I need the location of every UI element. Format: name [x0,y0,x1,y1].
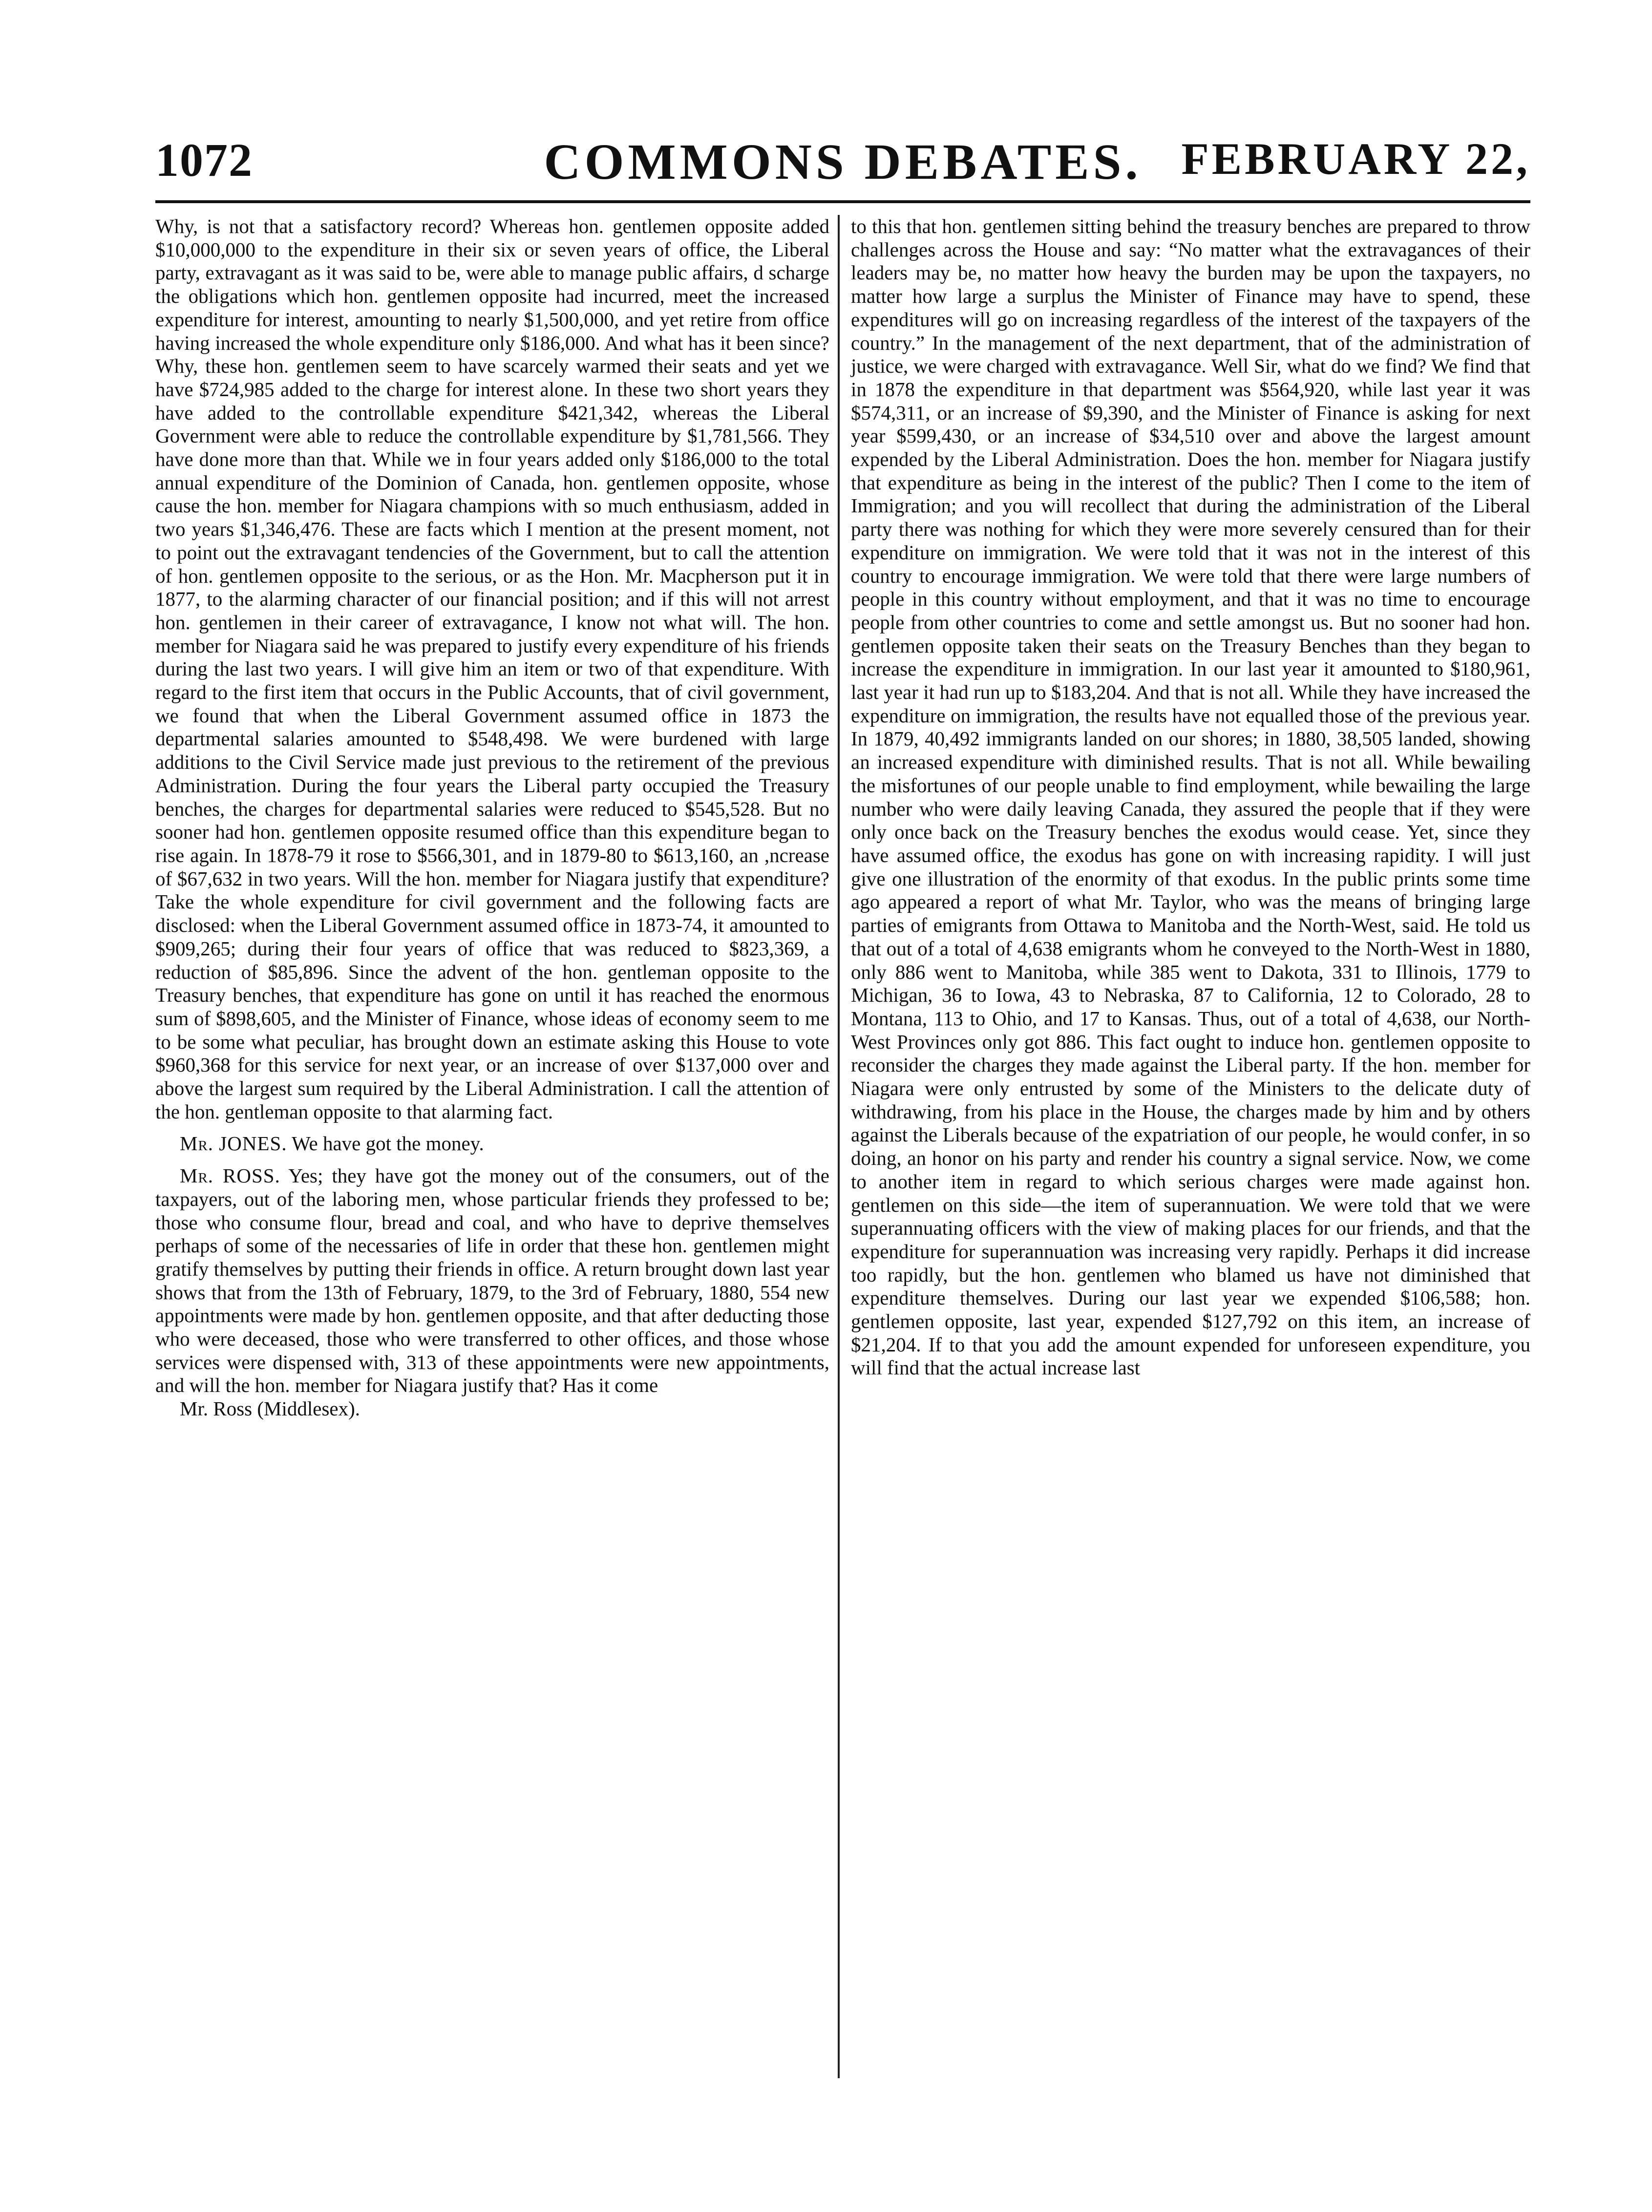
column-divider [838,215,840,2078]
speaker-ross: Mr. ROSS. [180,1164,280,1187]
speaker-jones: Mr. JONES. [180,1132,287,1155]
running-title: COMMONS DEBATES. [544,134,1142,190]
header-rule [155,200,1530,203]
footer-speaker: Mr. Ross (Middlesex). [180,1397,360,1420]
header-date: FEBRUARY 22, [1181,134,1530,184]
left-paragraph-1: Why, is not that a satisfactory record? Whereas hon. gentlemen opposite added $10,000,000 to the expenditure in their six or seven years of office, the Liberal party, extravagant as it was said to be, were able to manage public affairs, d scharge the obligations which hon. gentlemen opposite had incurred, meet the increased expenditure for interest, amounting to nearly $1,500,000, and yet retire from office having increased the whole expenditure only $186,000. And what has it been since? Why, these hon. gentlemen seem to have scarcely warmed their seats and yet we have $724,985 added to the charge for interest alone. In these two short years they have added to the controllable expenditure $421,342, whereas the Liberal Government were able to reduce the controllable expenditure by $1,781,566. They have done more than that. While we in four years added only $186,000 to the total annual expenditure of the Dominion of Canada, hon. gentlemen opposite, whose cause the hon. member for Niagara champions with so much enthusiasm, added in two years $1,346,476. These are facts which I mention at the present moment, not to point out the extravagant tendencies of the Government, but to call the attention of hon. gentlemen opposite to the serious, or as the Hon. Mr. Macpherson put it in 1877, to the alarming character of our financial position; and if this will not arrest hon. gentlemen in their career of extravagance, I know not what will. The hon. member for Niagara said he was prepared to justify every expenditure of his friends during the last two years. I will give him an item or two of that expenditure. With regard to the first item that occurs in the Public Accounts, that of civil government, we found that when the Liberal Government assumed office in 1873 the departmental salaries amounted to $548,498. We were burdened with large additions to the Civil Service made just previous to the retirement of the previous Administration. During the four years the Liberal party occupied the Treasury benches, the charges for departmental salaries were reduced to $545,528. But no sooner had hon. gentlemen opposite resumed office than this expenditure began to rise again. In 1878-79 it rose to $566,301, and in 1879-80 to $613,160, an ,ncrease of $67,632 in two years. Will the hon. member for Niagara justify that expenditure? Take the whole expenditure for civil government and the following facts are disclosed: when the Liberal Government assumed office in 1873-74, it amounted to $909,265; during their four years of office that was reduced to $823,369, a reduction of $85,896. Since the advent of the hon. gentleman opposite to the Treasury benches, that expenditure has gone on until it has reached the enormous sum of $898,605, and the Minister of Finance, whose ideas of economy seem to me to be some what peculiar, has brought down an estimate asking this House to vote $960,368 for this service for next year, or an increase of over $137,000 over and above the largest sum required by the Liberal Administration. I call the attention of the hon. gentleman opposite to that alarming fact. [155,215,829,1123]
right-paragraph: to this that hon. gentlemen sitting behind the treasury benches are prepared to throw challenges across the House and say: “No matter what the extravagances of their leaders may be, no matter how heavy the burden may be upon the taxpayers, no matter how large a surplus the Minister of Finance may have to spend, these expenditures will go on increasing regardless of the interest of the taxpayers of the country.” In the management of the next department, that of the administration of justice, we were charged with extravagance. Well Sir, what do we find? We find that in 1878 the expenditure in that department was $564,920, while last year it was $574,311, or an increase of $9,390, and the Minister of Finance is asking for next year $599,430, or an increase of $34,510 over and above the largest amount expended by the Liberal Administration. Does the hon. member for Niagara justify that expenditure as being in the interest of the public? Then I come to the item of Immigration; and you will recollect that during the administration of the Liberal party there was nothing for which they were more severely censured than for their expenditure on immigration. We were told that it was not in the interest of this country to encourage immigration. We were told that there were large numbers of people in this country without employment, and that it was no time to encourage people from other countries to come and settle amongst us. But no sooner had hon. gentlemen opposite taken their seats on the Treasury Benches than they began to increase the expenditure in immigration. In our last year it amounted to $180,961, last year it had run up to $183,204. And that is not all. While they have increased the expenditure on immigration, the results have not equalled those of the previous year. In 1879, 40,492 immigrants landed on our shores; in 1880, 38,505 landed, showing an increased expenditure with diminished results. That is not all. While bewailing the misfortunes of our people unable to find employment, while bewailing the large number who were daily leaving Canada, they assured the people that if they were only once back on the Treasury benches the exodus would cease. Yet, since they have assumed office, the exodus has gone on with increasing rapidity. I will just give one illustration of the enormity of that exodus. In the public prints some time ago appeared a report of what Mr. Taylor, who was the means of bringing large parties of emigrants from Ottawa to Manitoba and the North-West, said. He told us that out of a total of 4,638 emigrants whom he conveyed to the North-West in 1880, only 886 went to Manitoba, while 385 went to Dakota, 331 to Illinois, 1779 to Michigan, 36 to Iowa, 43 to Nebraska, 87 to California, 12 to Colorado, 28 to Montana, 113 to Ohio, and 17 to Kansas. Thus, out of a total of 4,638, our North-West Provinces only got 886. This fact ought to induce hon. gentlemen opposite to reconsider the charges they made against the Liberal party. If the hon. member for Niagara were only entrusted by some of the Ministers to the delicate duty of withdrawing, from his place in the House, the charges made by him and by others against the Liberals because of the expatriation of our people, he would confer, in so doing, an honor on his party and render his country a signal service. Now, we come to another item in regard to which serious charges were made against hon. gentlemen on this side—the item of superannuation. We were told that we were superannuating officers with the view of making places for our friends, and that the expenditure for superannuation was increasing very rapidly. Perhaps it did increase too rapidly, but the hon. gentlemen who blamed us have not diminished that expenditure themselves. During our last year we expended $106,588; hon. gentlemen opposite, last year, expended $127,792 on this item, an increase of $21,204. If to that you add the amount expended for unforeseen expenditure, you will find that the actual increase last [851,215,1530,1379]
jones-text: We have got the money. [292,1132,484,1155]
page-number: 1072 [155,134,253,186]
jones-speech [155,1132,829,1156]
ross-speech [155,1164,829,1397]
left-column [155,215,829,1421]
ross-text: Yes; they have got the money out of the consumers, out of the taxpayers, out of the laboring men, whose particular friends they professed to be; those who consume flour, bread and coal, and who have to deprive themselves perhaps of some of the necessaries of life in order that these hon. gentlemen might gratify themselves by putting their friends in office. A return brought down last year shows that from the 13th of February, 1879, to the 3rd of February, 1880, 554 new appointments were made by hon. gentlemen opposite, and that after deducting those who were deceased, those who were transferred to other offices, and those whose services were dispensed with, 313 of these appointments were new appointments, and will the hon. member for Niagara justify that? Has it come [155,1164,830,1397]
right-column [851,215,1530,1380]
page-header [155,133,1530,211]
